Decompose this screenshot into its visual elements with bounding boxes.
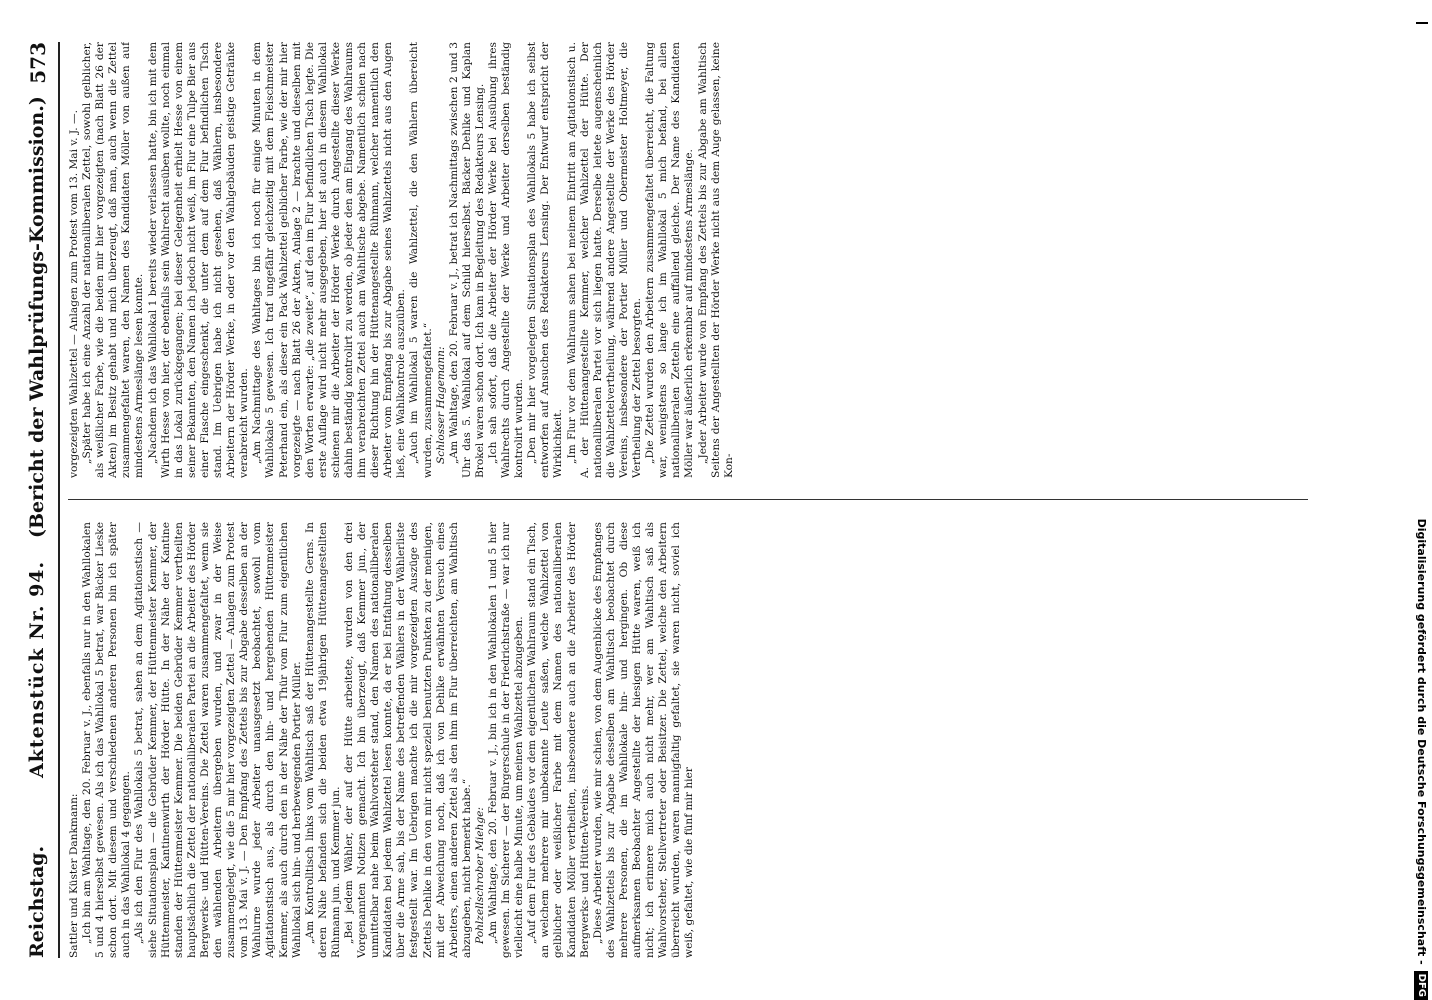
- paragraph: „Später habe ich eine Anzahl der nationalliberalen Zettel, sowohl gelblicher, als weißlicher Farbe, wie die beiden mir hier vorgezeigten (nach Blatt 26 der Akten) im Besitz gehabt und mich überzeugt, daß man, auch wenn die Zettel zusammengefaltet waren, den Namen des Kandidaten Möller von außen auf mindestens Armeslänge lesen konnte.: [81, 42, 146, 478]
- header-rule: [58, 42, 60, 958]
- paragraph: „Am Wahltage, den 20. Februar v. J., betrat ich Nachmittags zwischen 2 und 3 Uhr das 5. Wahllokal auf dem Schild hierselbst. Bäcker Dehlke und Kaplan Brokel waren schon dort. Ich kam in Begleitung des Redakteurs Lensing.: [447, 42, 486, 478]
- digitization-credit: [1410, 10, 1432, 1000]
- paragraph: vorgezeigten Wahlzettel — Anlagen zum Protest vom 13. Mai v. J. —.: [68, 110, 80, 478]
- paragraph: „Am Kontrolltisch links vom Wahltisch saß der Hüttenangestellte Gerns. In deren Nähe befanden sich die beiden etwa 19jährigen Hüttenangestellten Rühmann jun. und Kemmer jun.: [303, 522, 342, 958]
- paragraph: „Am Wahltage, den 20. Februar v. J., bin ich in den Wahllokalen 1 und 5 hier gewesen. Im Sicherer — der Bürgerschule in der Friedrichstraße — war ich nur vielleicht eine halbe Minute, um meinen Wahlzettel abzugeben.: [487, 522, 526, 958]
- credit-text: Digitalisierung gefördert durch die Deutsche Forschungsgemeinschaft -: [1415, 518, 1428, 965]
- paragraph: „Bei jedem Wähler, der auf der Hütte arbeitete, wurden von den drei Vorgenannten Notizen gemacht. Ich bin überzeugt, daß Kemmer jun., der unmittelbar nahe beim Wahlvorsteher stand, den Namen des nationalliberalen Kandidaten bei jedem Wahlzettel lesen konnte, da er bei Entfaltung desselben über die Arme sah, bis der Name des betreffenden Wählers in der Wählerliste festgestellt war. Im Uebrigen machte ich die mir vorgezeigten Auszüge des Zettels Dehlke in den von mir nicht speziell benutzten Punkten zu der meinigen, mit der Abweichung noch, daß ich von Dehlke erwähnten Versuch eines Arbeiters, einen anderen Zettel als den ihm im Flur überreichten, am Wahltisch abzugeben, nicht bemerkt habe.“: [342, 522, 473, 958]
- page-number: 573: [26, 42, 50, 84]
- paragraph: „Diese Arbeiter wurden, wie mir schien, von dem Augenblicke des Empfanges des Wahlzettels bis zur Abgabe desselben am Wahltisch beobachtet durch mehrere Personen, die im Wahllokale hin- und hergingen. Ob diese aufmerksamen Beobachter Angestellte der hiesigen Hütte waren, weiß ich nicht; ich erinnere mich auch nicht mehr, wer am Wahltisch saß als Wahlvorsteher, Stellvertreter oder Beisitzer. Die Zettel, welche den Arbeitern überreicht wurden, waren mannigfaltig gefaltet, sie waren nicht, soviel ich weiß, gefaltet, wie die fünf mir hier: [591, 522, 696, 958]
- paragraph: „Im Flur vor dem Wahlraum sahen bei meinem Eintritt am Agitationstisch u. A. der Hüttenangestellte Kemmer, welcher Wahlzettel der Hütte. Der nationalliberalen Partei vor sich liegen hatte. Derselbe leitete augenscheinlich die Wahlzettelvertheilung, während andere Angestellte der Werke des Hörder Vereins, insbesondere der Portier Müller und Obermeister Holtmeyer, die Vertheilung der Zettel besorgten.: [565, 42, 644, 478]
- paragraph: „Jeder Arbeiter wurde von Empfang des Zettels bis zur Abgabe am Wahltisch Seitens der Angestellten der Hörder Werke nicht aus dem Auge gelassen, keine Kon-: [696, 42, 735, 478]
- document-page: [22, 42, 1322, 958]
- header-document-number: Aktenstück Nr. 94.: [26, 560, 48, 778]
- paragraph: „Am Nachmittage des Wahltages bin ich noch für einige Minuten in dem Wahllokale 5 gewesen. Ich traf ungefähr gleichzeitig mit dem Fleischmeister Peterhand ein, als dieser ein Pack Wahlzettel gelblicher Farbe, wie der mir hier vorgezeigte — nach Blatt 26 der Akten, Anlage 2 — brachte und dieselben mit den Worten erwarte: „die zweite“, auf den im Flur befindlichen Tisch legte. Die erste Auflage wird nicht mehr ausgegeben, hier ist auch in diesem Wahllokal schienen mir die Arbeiter der Hörder Werke durch Angestellte dieser Werke dahin beständig kontrolirt zu werden, ob jeder den am Eingang des Wahlraums ihm verabreichten Zettel auch am Wahltische abgebe. Namentlich schien nach dieser Richtung hin der Hüttenangestellte Rühmann, welcher namentlich den Arbeiter vom Empfang bis zur Abgabe seines Wahlzettels nicht aus den Augen ließ, eine Wahlkontrole auszuüben.: [251, 42, 408, 478]
- paragraph: „Als ich den Flur des Wahllokals 5 betrat, sahen an dem Agitationstisch — siehe Situationsplan — die Gebrüder Kemmer, der Hüttenmeister Kemmer, der Hüttenmeister, Kantinenwirth der Hörder Hütte. In der Nähe der Kantine standen der Hüttenmeister Kemmer. Die beiden Gebrüder Kemmer vertheilten hauptsächlich die Zettel der nationalliberalen Partei an die Arbeiter des Hörder Bergwerks- und Hütten-Vereins. Die Zettel waren zusammengefaltet, wenn sie den wählenden Arbeitern übergeben wurden, und zwar in der Weise zusammengelegt, wie die 5 mir hier vorgezeigten Zettel — Anlagen zum Protest vom 13. Mai v. J. — Den Empfang des Zettels bis zur Abgabe desselben an der Wahlurne wurde jeder Arbeiter unausgesetzt beobachtet, sowohl vom Agitationstisch aus, als durch den hin- und hergehenden Hüttenmeister Kemmer, als auch durch den in der Nähe der Thür vom Flur zum eigentlichen Wahllokal sich hin- und herbewegenden Portier Müller.: [133, 522, 303, 958]
- credit-text-rotated: [1410, 10, 1432, 1000]
- paragraph: „Ich bin am Wahltage, den 20. Februar v. J., ebenfalls nur in den Wahllokalen 5 und 4 hierselbst gewesen. Als ich das Wahllokal 5 betrat, war Bäcker Lieske schon dort. Mit diesem und verschiedenen anderen Personen bin ich später auch in das Wahllokal 4 gegangen.: [81, 522, 133, 958]
- dfg-logo: DFG: [1414, 971, 1428, 1000]
- paragraph: „Auch im Wahllokal 5 waren die Wahlzettel, die den Wählern übereicht wurden, zusammengefaltet.“: [408, 42, 434, 478]
- paragraph: „Ich sah sofort, daß die Arbeiter der Hörder Werke bei Ausübung ihres Wahlrechts durch Angestellte der Werke und Arbeiter derselben beständig kontrolirt wurden.: [487, 42, 526, 478]
- running-header: [22, 42, 56, 958]
- column-divider: [68, 499, 1308, 500]
- left-text-column: [68, 522, 1318, 958]
- paragraph: „Die Zettel wurden den Arbeitern zusammengefaltet überreicht, die Faltung war, wenigstens so lange ich im Wahllokal 5 mich befand, bei allen nationalliberalen Zetteln eine auffallend gleiche. Der Name des Kandidaten Möller war äußerlich erkennbar auf mindestens Armeslänge.: [644, 42, 696, 478]
- right-text-column: [68, 42, 1318, 478]
- paragraph: „Nachdem ich das Wahllokal 1 bereits wieder verlassen hatte, bin ich mit dem Wirth Hesse von hier, der ebenfalls sein Wahlrecht ausüben wollte, noch einmal in das Lokal zurückgegangen; bei dieser Gelegenheit erhielt Hesse von einem seiner Bekannten, den Namen ich jedoch nicht weiß, im Flur eine Tulpe Bier aus einer Flasche eingeschenkt, die unter dem auf dem Flur befindlichen Tisch stand. Im Uebrigen habe ich nicht gesehen, daß Wählern, insbesondere Arbeitern der Hörder Werke, in oder vor den Wahlgebäuden geistige Getränke verabreicht wurden.: [146, 42, 251, 478]
- header-report-title: (Bericht der Wahlprüfungs-Kommission.): [26, 96, 48, 538]
- witness-heading: Pohlzellschrober Miehge:: [473, 807, 486, 944]
- paragraph: „Auf dem Flur des Gebäudes vor dem eigentlichen Wahlraum stand ein Tisch, an welchem mehrere mir unbekannte Leute saßen, welche Wahlzettel von gelblicher oder weißlicher Farbe mit dem Namen des nationalliberalen Kandidaten Möller vertheilten, insbesondere auch an die Arbeiter des Hörder Bergwerks- und Hütten-Vereins.: [526, 522, 591, 958]
- header-left: Reichstag.: [26, 845, 48, 958]
- paragraph: „Den mir hier vorgelegten Situationsplan des Wahllokals 5 habe ich selbst entworfen auf Ansuchen des Redakteurs Lensing. Der Entwurf entspricht der Wirklichkeit.: [526, 42, 565, 478]
- witness-heading: Schlosser Hagemann:: [434, 346, 447, 464]
- paragraph: Sattler und Küster Dankmann:: [68, 793, 80, 958]
